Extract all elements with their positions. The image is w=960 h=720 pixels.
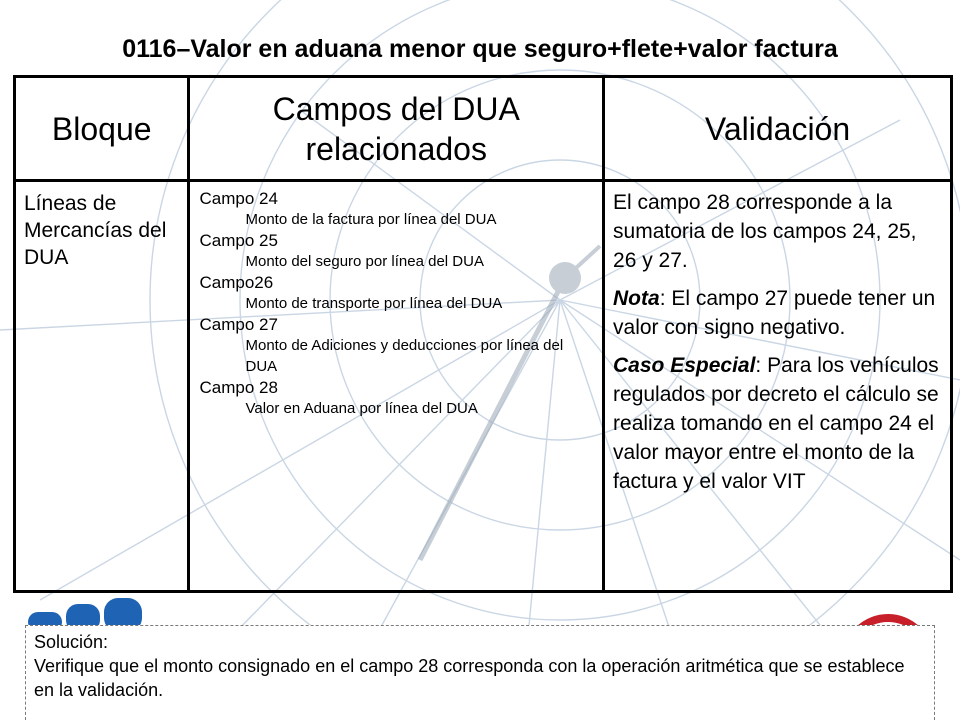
header-bloque: Bloque xyxy=(15,77,189,181)
solution-box xyxy=(25,625,935,720)
solution-text: Verifique que el monto consignado en el campo 28 corresponda con la operación aritmética que se establece en la validación. xyxy=(34,656,905,700)
page-title: 0116–Valor en aduana menor que seguro+flete+valor factura xyxy=(122,35,838,63)
table-header-row xyxy=(15,77,952,181)
campo-name: Campo 28 xyxy=(199,378,278,397)
caso-especial-text: : Para los vehículos regulados por decreto el cálculo se realiza tomando en el campo 24 el valor mayor entre el monto de la factura y el valor VIT xyxy=(613,354,939,493)
header-campos: Campos del DUA relacionados xyxy=(189,77,604,181)
nota-label: Nota xyxy=(613,287,660,310)
campo-desc: Monto de Adiciones y deducciones por línea del DUA xyxy=(245,337,564,375)
dua-validation-table xyxy=(13,75,953,593)
campo-name: Campo 24 xyxy=(199,189,278,208)
campo-desc: Valor en Aduana por línea del DUA xyxy=(245,400,478,417)
campo-desc: Monto de la factura por línea del DUA xyxy=(245,211,497,228)
validacion-cell xyxy=(604,181,952,592)
bloque-cell: Líneas de Mercancías del DUA xyxy=(15,181,189,592)
validacion-nota xyxy=(613,284,944,342)
campos-cell xyxy=(189,181,604,592)
campo-name: Campo26 xyxy=(199,273,274,292)
validacion-rule: El campo 28 corresponde a la sumatoria de los campos 24, 25, 26 y 27. xyxy=(613,191,917,272)
table-row xyxy=(15,181,952,592)
campo-desc: Monto de transporte por línea del DUA xyxy=(245,295,503,312)
campo-desc: Monto del seguro por línea del DUA xyxy=(245,253,484,270)
caso-especial-label: Caso Especial xyxy=(613,354,756,377)
campo-name: Campo 27 xyxy=(199,315,278,334)
campo-name: Campo 25 xyxy=(199,231,278,250)
solution-label: Solución: xyxy=(34,632,109,652)
nota-text: : El campo 27 puede tener un valor con signo negativo. xyxy=(613,287,936,339)
validacion-caso-especial xyxy=(613,351,944,496)
header-validacion: Validación xyxy=(604,77,952,181)
